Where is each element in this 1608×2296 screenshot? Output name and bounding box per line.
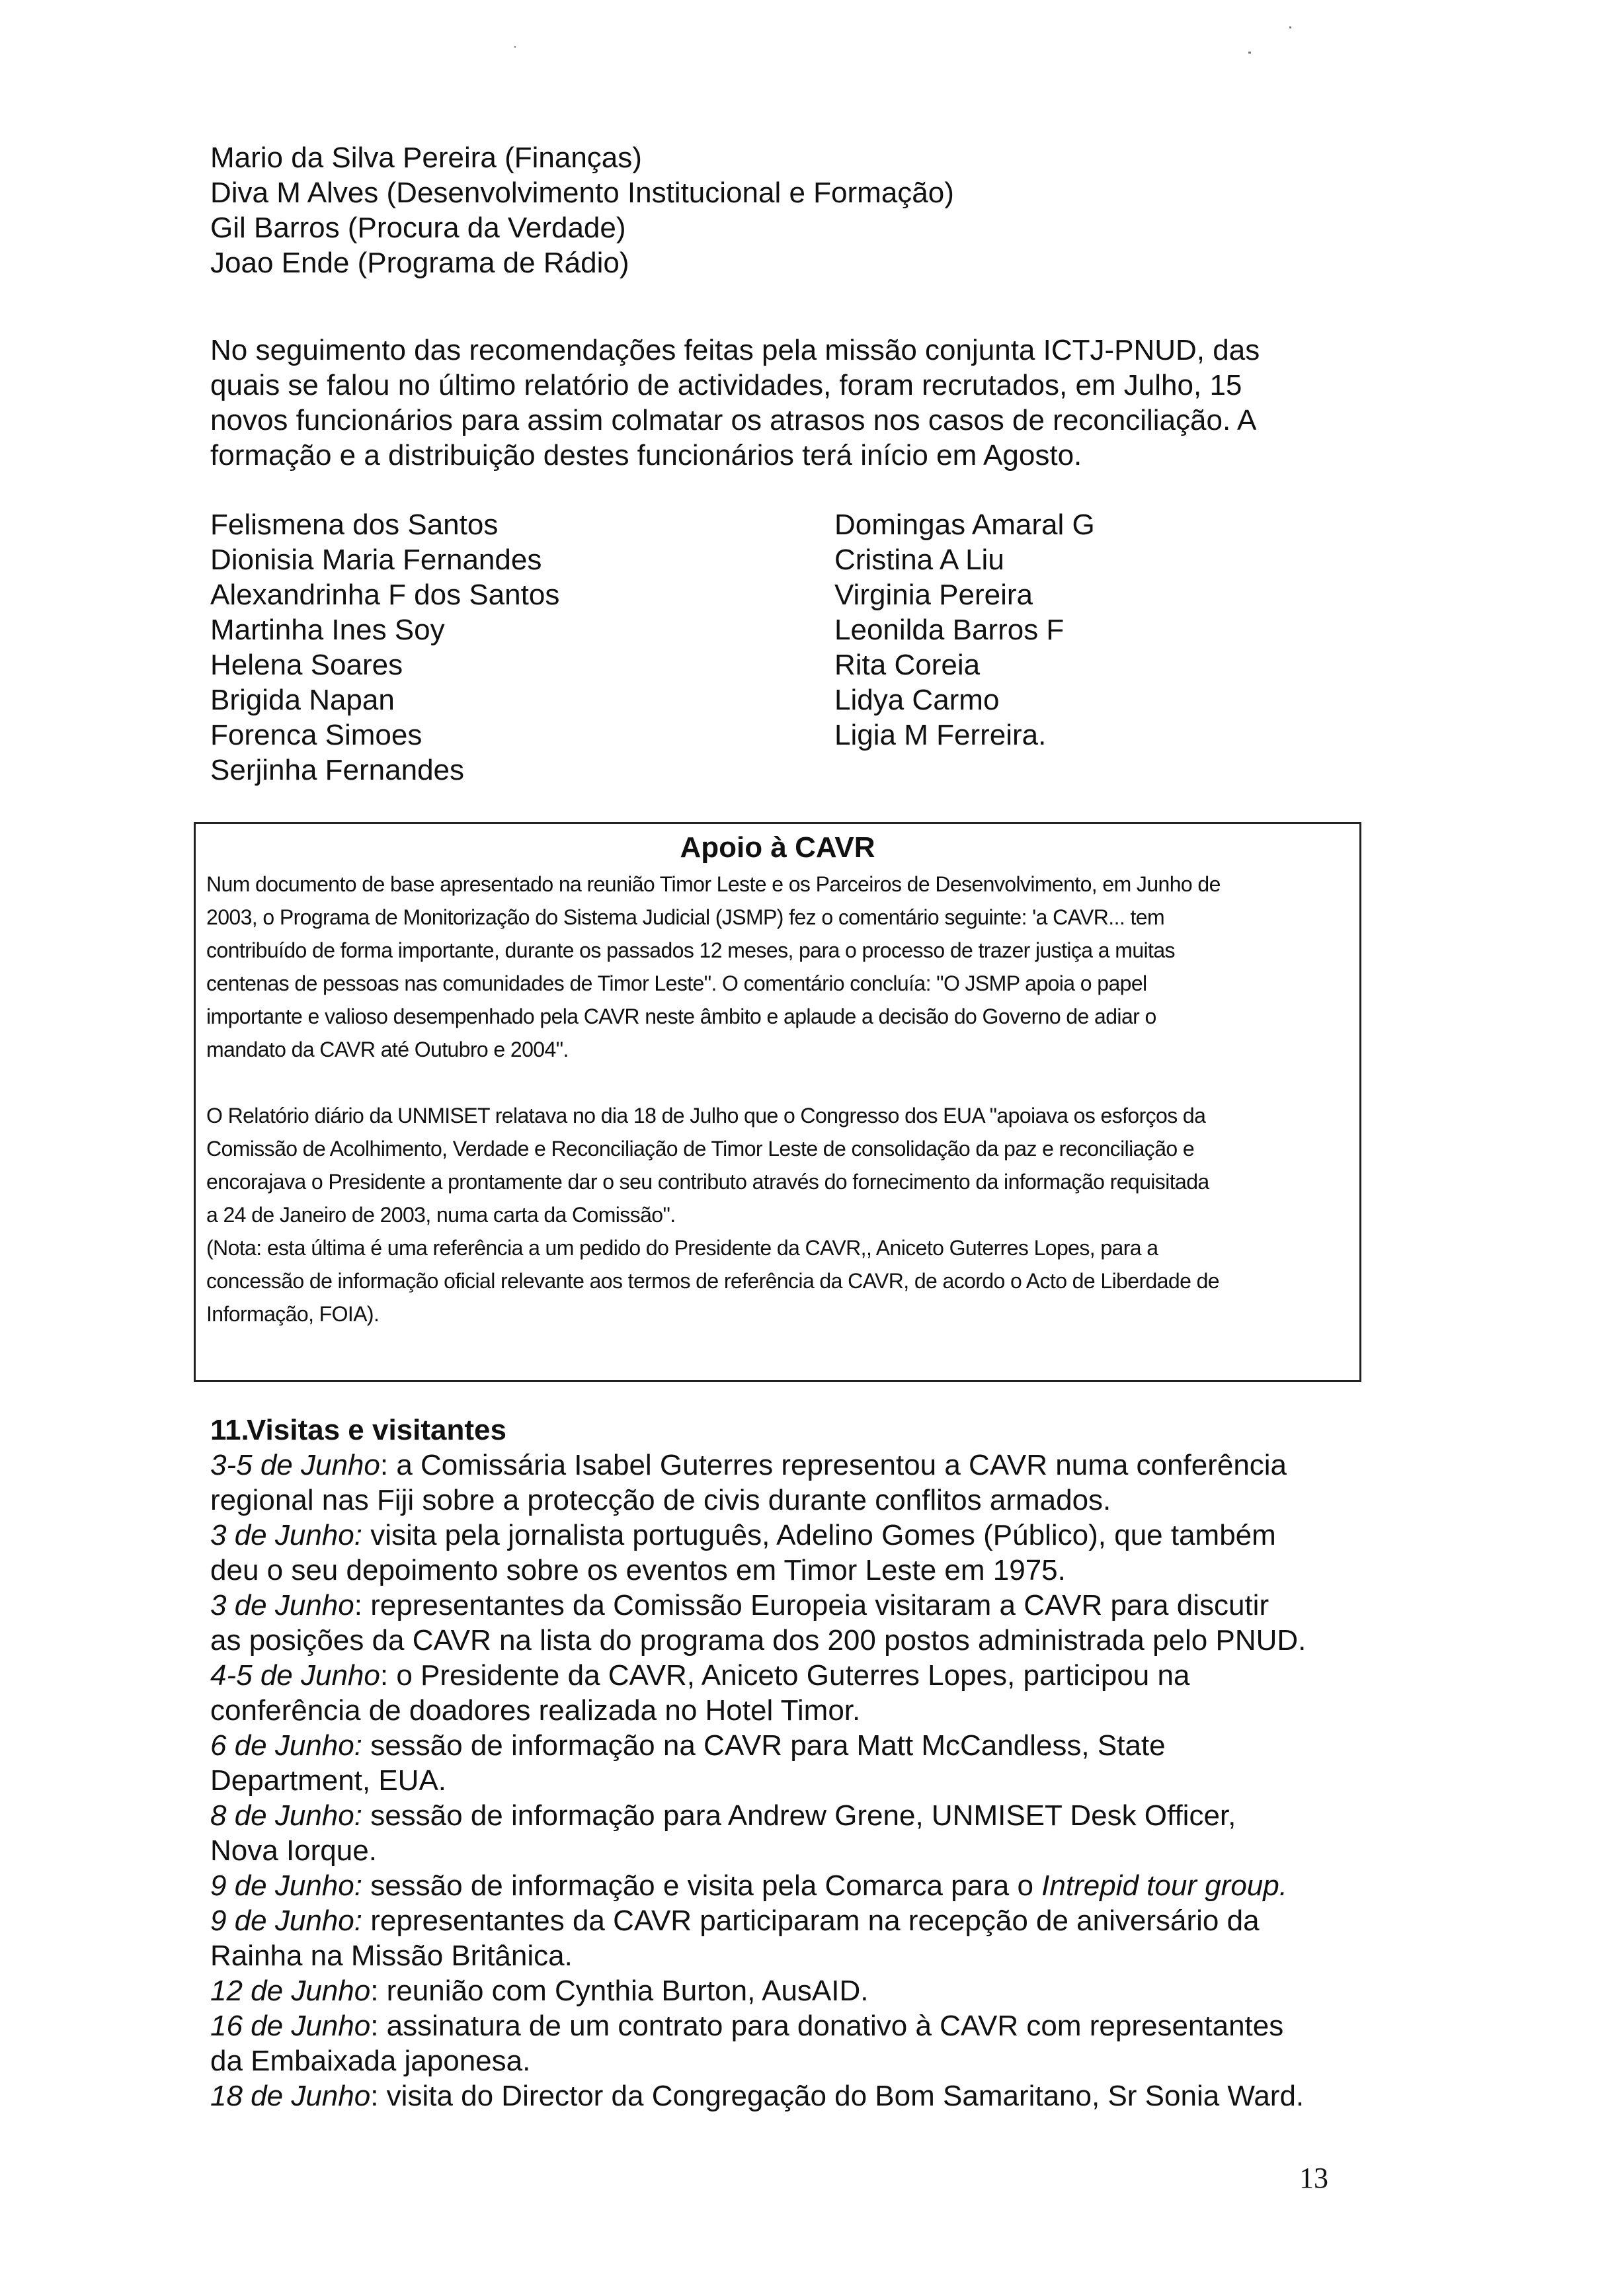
visit-entry	[210, 2008, 1400, 2043]
staff-name: Rita Coreia	[834, 649, 981, 681]
staff-line: Joao Ende (Programa de Rádio)	[210, 247, 629, 279]
staff-name: Cristina A Liu	[834, 544, 1004, 576]
visit-text: sessão de informação e visita pela Comarca para o	[362, 1869, 1042, 1902]
visit-date: 3 de Junho:	[210, 1519, 362, 1551]
paragraph-line: formação e a distribuição destes funcionários terá início em Agosto.	[210, 439, 1082, 472]
staff-name: Virginia Pereira	[834, 579, 1033, 611]
section-title: Visitas e visitantes	[247, 1414, 506, 1446]
visit-text: sessão de informação na CAVR para Matt McCandless, State	[362, 1729, 1166, 1762]
box-line: mandato da CAVR até Outubro e 2004".	[206, 1038, 569, 1061]
visit-text: : a Comissária Isabel Guterres representou a CAVR numa conferência	[380, 1449, 1287, 1481]
staff-name: Brigida Napan	[210, 684, 395, 716]
staff-name: Martinha Ines Soy	[210, 614, 445, 646]
box-line: a 24 de Janeiro de 2003, numa carta da Comissão".	[206, 1203, 676, 1227]
section-number: 11.	[210, 1414, 249, 1446]
visit-date: 18 de Junho	[210, 2080, 371, 2112]
visit-text: Rainha na Missão Britânica.	[210, 1940, 573, 1972]
visit-date: 16 de Junho	[210, 2010, 371, 2042]
visit-text: representantes da CAVR participaram na recepção de aniversário da	[362, 1905, 1260, 1937]
visit-text-italic: Intrepid tour group.	[1041, 1869, 1287, 1902]
visit-text: as posições da CAVR na lista do programa dos 200 postos administrada pelo PNUD.	[210, 1624, 1306, 1657]
staff-name: Helena Soares	[210, 649, 403, 681]
visit-text: regional nas Fiji sobre a protecção de civis durante conflitos armados.	[210, 1484, 1111, 1516]
staff-name: Forenca Simoes	[210, 719, 422, 751]
visits-section	[210, 1413, 1400, 2113]
new-staff-left-column	[210, 507, 559, 788]
visit-entry	[210, 1448, 1400, 1483]
box-line: Informação, FOIA).	[206, 1302, 380, 1326]
visit-entry	[210, 1588, 1400, 1623]
box-line: 2003, o Programa de Monitorização do Sistema Judicial (JSMP) fez o comentário seguinte: 'a CAVR... tem	[206, 905, 1165, 929]
visit-date: 3 de Junho	[210, 1589, 354, 1621]
visit-text: Department, EUA.	[210, 1764, 447, 1797]
visit-entry	[210, 1798, 1400, 1833]
visit-text: da Embaixada japonesa.	[210, 2045, 531, 2077]
scan-speck	[514, 46, 516, 48]
visit-text: sessão de informação para Andrew Grene, UNMISET Desk Officer,	[362, 1799, 1236, 1832]
support-box-title: Apoio à CAVR	[680, 831, 875, 864]
staff-name: Ligia M Ferreira.	[834, 719, 1047, 751]
support-box-text	[206, 868, 1350, 1331]
box-line: concessão de informação oficial relevante aos termos de referência da CAVR, de acordo o Acto de Liberdade de	[206, 1269, 1219, 1293]
staff-name: Leonilda Barros F	[834, 614, 1065, 646]
recruitment-paragraph	[210, 333, 1374, 473]
box-line: (Nota: esta última é uma referência a um pedido do Presidente da CAVR,, Aniceto Guterres Lopes, para a	[206, 1236, 1158, 1260]
staff-line: Mario da Silva Pereira (Finanças)	[210, 142, 642, 174]
box-line: Comissão de Acolhimento, Verdade e Reconciliação de Timor Leste de consolidação da paz e reconciliação e	[206, 1137, 1195, 1161]
visit-text: Nova Iorque.	[210, 1834, 377, 1867]
staff-name: Lidya Carmo	[834, 684, 1000, 716]
box-line: Num documento de base apresentado na reunião Timor Leste e os Parceiros de Desenvolvimento, em Junho de	[206, 872, 1221, 896]
page-number: 13	[1299, 2162, 1328, 2194]
staff-name: Felismena dos Santos	[210, 509, 499, 541]
box-line: centenas de pessoas nas comunidades de Timor Leste". O comentário concluía: "O JSMP apoia o papel	[206, 971, 1147, 995]
staff-name: Alexandrinha F dos Santos	[210, 579, 560, 611]
paragraph-line: novos funcionários para assim colmatar os atrasos nos casos de reconciliação. A	[210, 404, 1257, 436]
visit-date: 12 de Junho	[210, 1975, 371, 2007]
scan-speck	[1248, 52, 1251, 54]
box-line: encorajava o Presidente a prontamente dar o seu contributo através do fornecimento da informação requisitada	[206, 1170, 1209, 1194]
visit-entry	[210, 1903, 1400, 1938]
visit-date: 9 de Junho:	[210, 1905, 362, 1937]
visit-entry	[210, 1728, 1400, 1763]
support-box	[194, 822, 1361, 1382]
visit-entry	[210, 1518, 1400, 1553]
visit-text: conferência de doadores realizada no Hotel Timor.	[210, 1694, 861, 1727]
visit-date: 3-5 de Junho	[210, 1449, 380, 1481]
visit-entry	[210, 1868, 1400, 1903]
staff-name: Dionisia Maria Fernandes	[210, 544, 542, 576]
visit-text: deu o seu depoimento sobre os eventos em Timor Leste em 1975.	[210, 1554, 1066, 1586]
visit-date: 4-5 de Junho	[210, 1659, 380, 1692]
paragraph-line: quais se falou no último relatório de actividades, foram recrutados, em Julho, 15	[210, 369, 1242, 401]
scan-speck	[1289, 26, 1291, 28]
paragraph-gap	[206, 1066, 1350, 1099]
visit-entry	[210, 2078, 1400, 2113]
visit-text: : reunião com Cynthia Burton, AusAID.	[370, 1975, 869, 2007]
box-line: contribuído de forma importante, durante os passados 12 meses, para o processo de trazer justiça a muitas	[206, 938, 1175, 962]
section-heading	[210, 1413, 1400, 1448]
staff-line: Diva M Alves (Desenvolvimento Institucional e Formação)	[210, 177, 954, 209]
visit-entry	[210, 1973, 1400, 2008]
visit-date: 9 de Junho:	[210, 1869, 362, 1902]
visit-text: visita pela jornalista português, Adelino Gomes (Público), que também	[362, 1519, 1276, 1551]
visit-date: 6 de Junho:	[210, 1729, 362, 1762]
visit-text: : visita do Director da Congregação do Bom Samaritano, Sr Sonia Ward.	[370, 2080, 1305, 2112]
staff-list	[210, 140, 1400, 280]
visit-date: 8 de Junho:	[210, 1799, 362, 1832]
box-line: O Relatório diário da UNMISET relatava no dia 18 de Julho que o Congresso dos EUA "apoiava os esforços da	[206, 1104, 1206, 1128]
visit-text: : assinatura de um contrato para donativo à CAVR com representantes	[370, 2010, 1284, 2042]
staff-name: Serjinha Fernandes	[210, 754, 465, 786]
new-staff-right-column	[834, 507, 1095, 753]
box-line: importante e valioso desempenhado pela CAVR neste âmbito e aplaude a decisão do Governo de adiar o	[206, 1004, 1156, 1028]
visit-text: : representantes da Comissão Europeia visitaram a CAVR para discutir	[354, 1589, 1269, 1621]
visit-entry	[210, 1658, 1400, 1693]
visit-text: : o Presidente da CAVR, Aniceto Guterres Lopes, participou na	[380, 1659, 1190, 1692]
staff-line: Gil Barros (Procura da Verdade)	[210, 212, 626, 244]
paragraph-line: No seguimento das recomendações feitas pela missão conjunta ICTJ-PNUD, das	[210, 334, 1260, 366]
staff-name: Domingas Amaral G	[834, 509, 1095, 541]
